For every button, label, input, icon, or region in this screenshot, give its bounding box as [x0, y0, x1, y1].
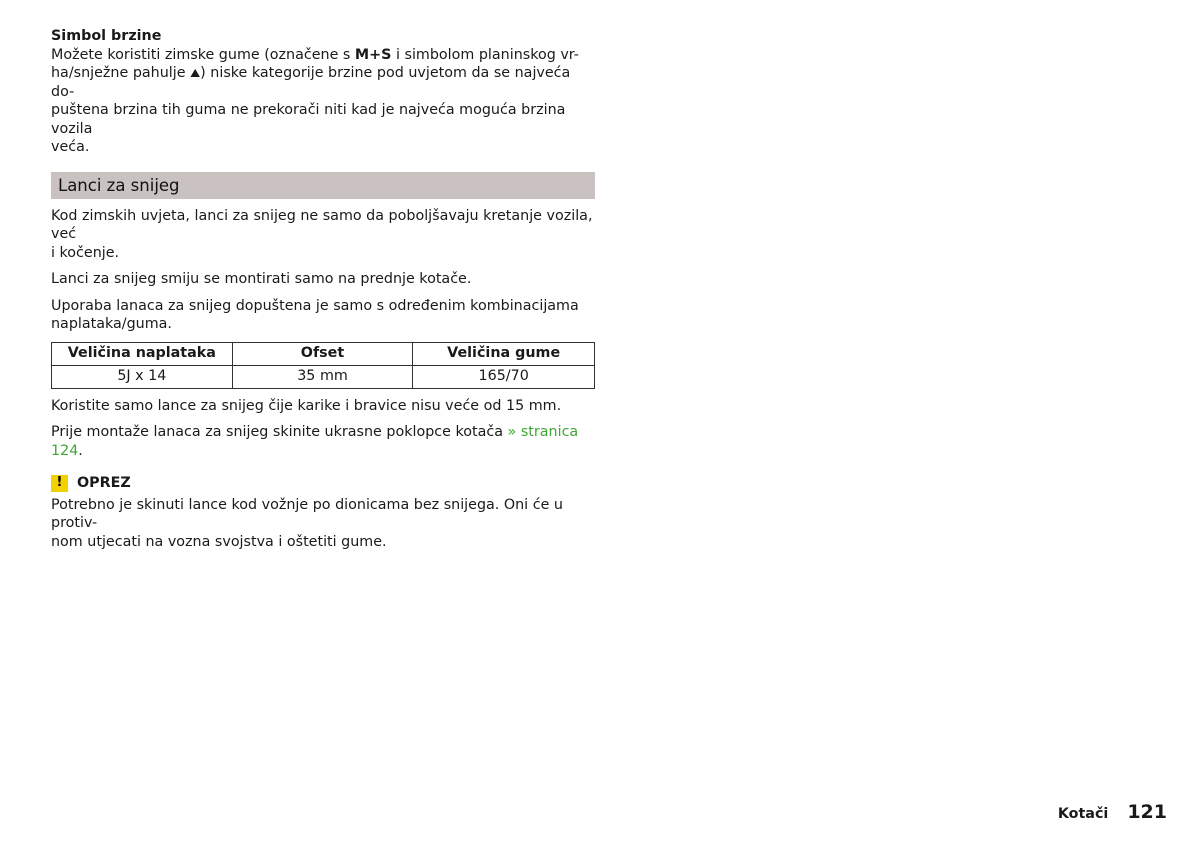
text-line: Uporaba lanaca za snijeg dopuštena je samo s određenim kombinacijama	[51, 297, 579, 314]
rim-tire-table	[51, 342, 595, 389]
text-line: Kod zimskih uvjeta, lanci za snijeg ne samo da poboljšavaju kretanje vozila, već	[51, 207, 593, 242]
column-header-tire-size: Veličina gume	[413, 342, 595, 365]
cell-tire-size: 165/70	[413, 365, 595, 388]
section-heading-snow-chains: Lanci za snijeg	[51, 172, 595, 199]
column-header-rim-size: Veličina naplataka	[52, 342, 233, 365]
text-segment: Možete koristiti zimske gume (označene s	[51, 46, 355, 63]
intro-line-3: puštena brzina tih guma ne prekorači niti kad je najveća moguća brzina vozila	[51, 102, 566, 137]
cell-offset: 35 mm	[232, 365, 413, 388]
caution-heading	[51, 474, 595, 493]
paragraph-remove-covers	[51, 423, 595, 460]
page-reference-link[interactable]: » stranica 124	[51, 424, 579, 459]
text-line: i kočenje.	[51, 244, 120, 261]
table-row	[52, 365, 595, 388]
page-number: 121	[1127, 801, 1167, 823]
paragraph-chain-size: Koristite samo lance za snijeg čije karike i bravice nisu veće od 15 mm.	[51, 397, 562, 414]
mountain-snowflake-icon: ⛰	[190, 66, 201, 80]
column-header-offset: Ofset	[232, 342, 413, 365]
cell-rim-size: 5J x 14	[52, 365, 233, 388]
content-column	[51, 27, 595, 551]
table-header-row	[52, 342, 595, 365]
text-segment: ) niske kategorije brzine pod uvjetom da se najveća do-	[51, 65, 571, 100]
text-segment: ha/snježne pahulje	[51, 65, 191, 81]
warning-icon: !	[51, 475, 68, 492]
text-line: nom utjecati na vozna svojstva i oštetiti gume.	[51, 533, 387, 550]
paragraph-front-wheels: Lanci za snijeg smiju se montirati samo na prednje kotače.	[51, 271, 472, 287]
intro-line-1	[51, 46, 595, 65]
footer-section-title: Kotači	[1057, 806, 1109, 822]
ms-marking: M+S	[354, 46, 392, 63]
text-segment: .	[78, 442, 83, 459]
text-segment: Prije montaže lanaca za snijeg skinite ukrasne poklopce kotača	[51, 424, 508, 440]
text-segment: i simbolom planinskog vr-	[391, 46, 579, 63]
paragraph-chains-benefit	[51, 207, 595, 263]
page-footer	[1058, 803, 1167, 824]
intro-line-2	[51, 64, 595, 101]
text-line: naplataka/guma.	[51, 316, 172, 332]
caution-text	[51, 496, 595, 552]
subheading-speed-symbol: Simbol brzine	[51, 28, 162, 44]
intro-line-4: veća.	[51, 139, 90, 155]
caution-label: OPREZ	[77, 475, 131, 491]
text-line: Potrebno je skinuti lance kod vožnje po dionicama bez snijega. Oni će u protiv-	[51, 496, 563, 531]
paragraph-combinations	[51, 297, 595, 334]
